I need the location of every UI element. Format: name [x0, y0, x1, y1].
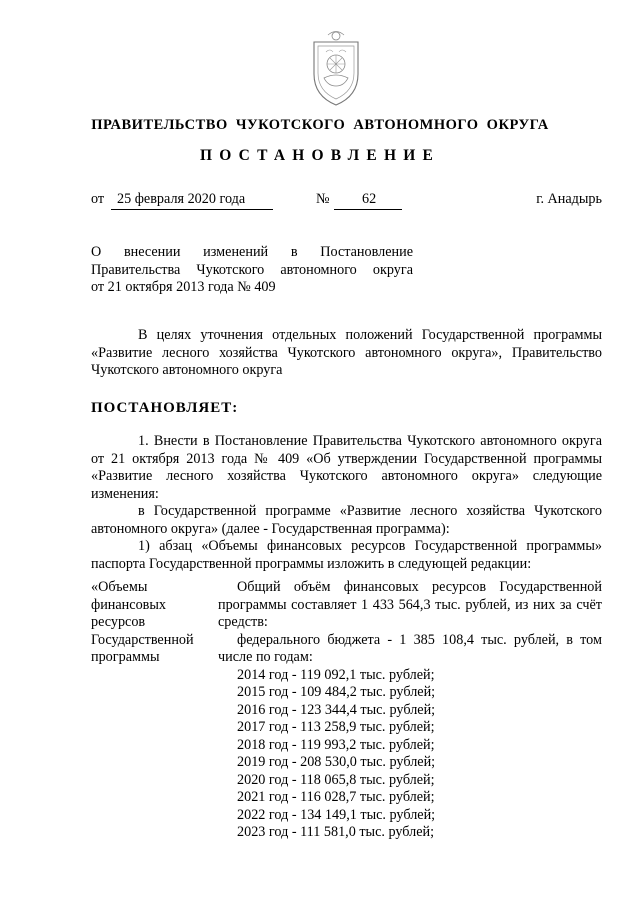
list-item: 2019 год - 208 530,0 тыс. рублей;	[237, 754, 436, 770]
table-right-cell	[218, 579, 602, 842]
list-item: 2017 год - 113 258,9 тыс. рублей;	[237, 719, 435, 735]
decides-heading: ПОСТАНОВЛЯЕТ:	[91, 400, 239, 416]
city-label: г. Анадырь	[536, 191, 602, 207]
item-1-paragraph: 1. Внести в Постановление Правительства Чукотского автономного округа от 21 октября 2013 года № 409 «Об утверждении Государственной программы «Развитие лесного хозяйства Чукотского автономного округа» следующие изменения:	[91, 433, 602, 502]
list-item: 2023 год - 111 581,0 тыс. рублей;	[237, 824, 435, 840]
number-label: №	[316, 191, 330, 207]
coat-of-arms-icon	[300, 26, 372, 110]
funding-total: Общий объём финансовых ресурсов Государственной программы составляет 1 433 564,3 тыс. рублей, из них за счёт средств:	[218, 579, 602, 630]
preamble-paragraph: В целях уточнения отдельных положений Государственной программы «Развитие лесного хозяйства Чукотского автономного округа», Правительство Чукотского автономного округа	[91, 327, 602, 378]
list-item: 2020 год - 118 065,8 тыс. рублей;	[237, 771, 435, 788]
number-value: 62	[362, 191, 377, 207]
list-item: 2014 год - 119 092,1 тыс. рублей;	[237, 666, 435, 683]
document-meta-row	[91, 191, 602, 211]
item-1-subparagraph: в Государственной программе «Развитие лесного хозяйства Чукотского автономного округа» (далее - Государственная программа):	[91, 503, 602, 537]
list-item: 2021 год - 116 028,7 тыс. рублей;	[237, 789, 435, 805]
table-left-line: ресурсов	[91, 614, 146, 630]
table-left-line: Государственной	[91, 631, 194, 648]
subject-line: от 21 октября 2013 года № 409	[91, 279, 276, 295]
item-1-1-paragraph: 1) абзац «Объемы финансовых ресурсов Государственной программы» паспорта Государственной программы изложить в следующей редакции:	[91, 538, 602, 572]
list-item: 2015 год - 109 484,2 тыс. рублей;	[237, 684, 436, 700]
table-left-line: финансовых	[91, 596, 166, 613]
funding-federal: федерального бюджета - 1 385 108,4 тыс. рублей, в том числе по годам:	[218, 631, 602, 665]
date-field	[111, 191, 273, 210]
date-value: 25 февраля 2020 года	[117, 191, 246, 207]
subject-line: Правительства Чукотского автономного округа	[91, 261, 413, 278]
number-field	[334, 191, 402, 210]
government-title: ПРАВИТЕЛЬСТВО ЧУКОТСКОГО АВТОНОМНОГО ОКРУГА	[91, 117, 549, 133]
table-left-line: программы	[91, 649, 160, 665]
funding-years-list	[218, 667, 602, 842]
subject-line: О внесении изменений в Постановление	[91, 244, 413, 260]
list-item: 2022 год - 134 149,1 тыс. рублей;	[237, 806, 436, 823]
document-type-title: ПОСТАНОВЛЕНИЕ	[199, 147, 441, 164]
from-label: от	[91, 191, 105, 207]
document-subject	[91, 244, 413, 297]
list-item: 2016 год - 123 344,4 тыс. рублей;	[237, 701, 436, 718]
list-item: 2018 год - 119 993,2 тыс. рублей;	[237, 736, 435, 753]
table-left-line: «Объемы	[91, 579, 148, 595]
table-left-cell	[91, 579, 216, 667]
